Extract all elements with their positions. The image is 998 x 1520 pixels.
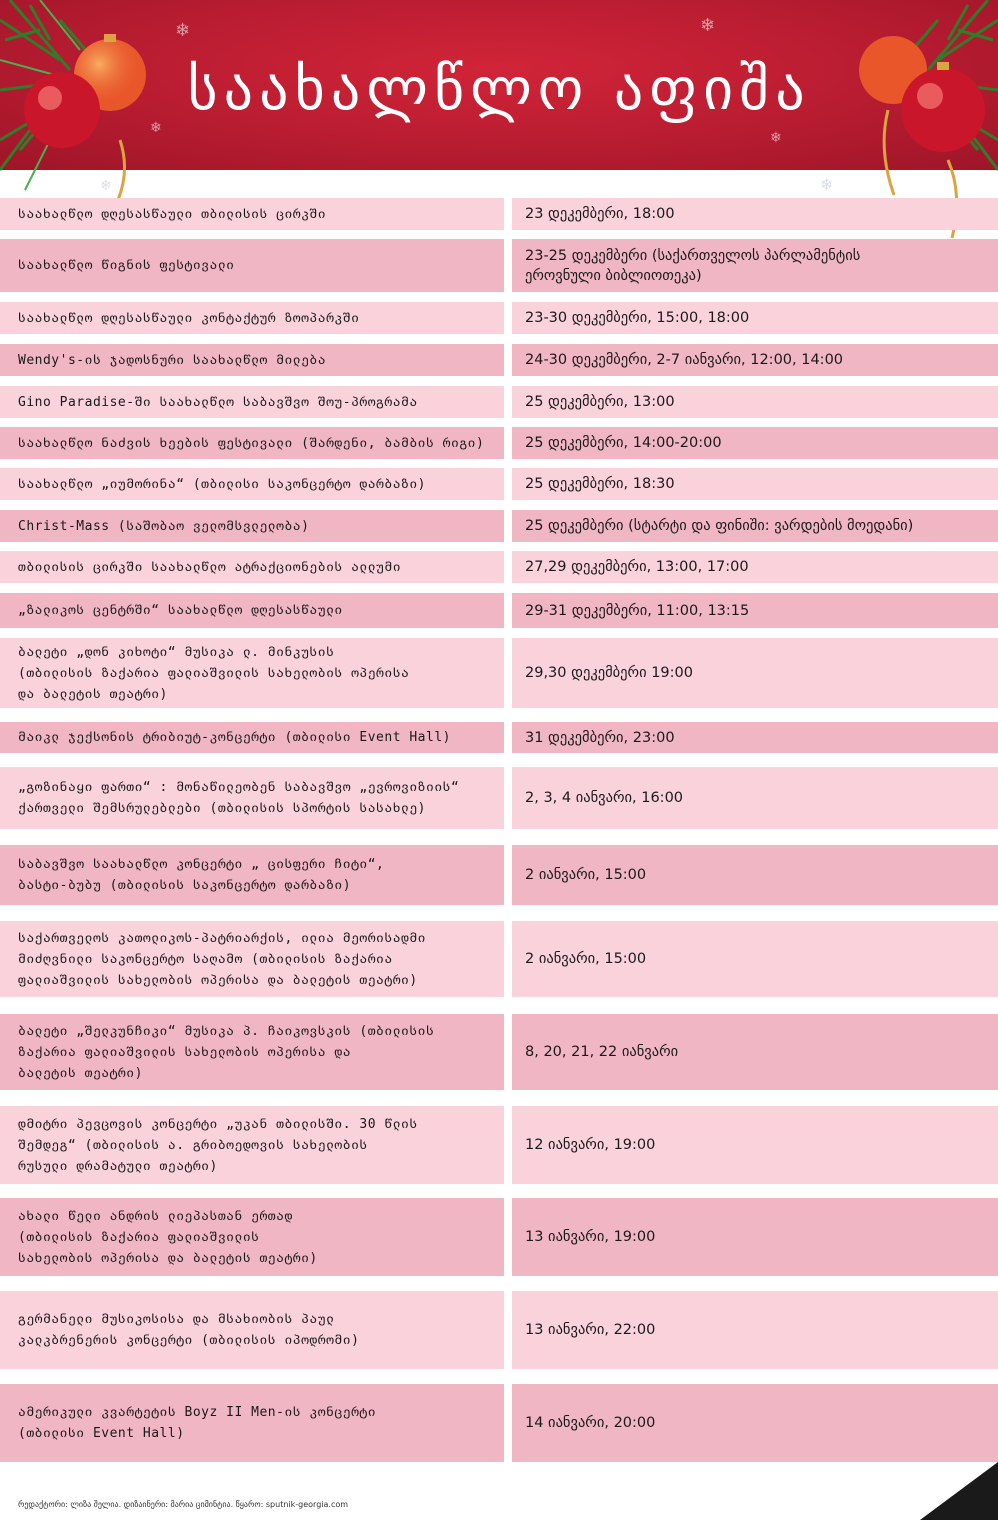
- event-name-cell: [0, 1384, 504, 1462]
- event-date: 23-25 დეკემბერი (საქართველოს პარლამენტის ეროვნული ბიბლიოთეკა): [525, 247, 861, 284]
- event-row: [0, 1384, 998, 1462]
- event-date-cell: [512, 921, 998, 997]
- event-row: [0, 1291, 998, 1369]
- event-name-cell: [0, 1106, 504, 1184]
- event-date-cell: [512, 722, 998, 753]
- event-name-cell: [0, 302, 504, 334]
- event-name-cell: [0, 551, 504, 583]
- event-row: [0, 551, 998, 583]
- event-date-cell: [512, 468, 998, 500]
- event-row: [0, 302, 998, 334]
- event-date-cell: [512, 638, 998, 708]
- event-name: „ზალიკოს ცენტრში“ საახალწლო დღესასწაული: [18, 603, 343, 618]
- event-name: გერმანელი მუსიკოსისა და მსახიობის პაულ კალკბრენერის კონცერტი (თბილისის იპოდრომი): [18, 1312, 360, 1348]
- event-name: საახალწლო ნაძვის ხეების ფესტივალი (შარდენი, ბამბის რიგი): [18, 435, 485, 451]
- event-name-cell: [0, 344, 504, 376]
- event-date: 25 დეკემბერი, 14:00-20:00: [525, 435, 722, 451]
- event-row: [0, 344, 998, 376]
- event-date-cell: [512, 767, 998, 829]
- event-row: [0, 845, 998, 905]
- event-row: [0, 1198, 998, 1276]
- snowflake-icon: ❄: [175, 20, 191, 41]
- event-name-cell: [0, 1291, 504, 1369]
- event-row: [0, 1014, 998, 1090]
- event-name-cell: [0, 1198, 504, 1276]
- event-row: [0, 1106, 998, 1184]
- event-name-cell: [0, 845, 504, 905]
- event-name: საბავშვო საახალწლო კონცერტი „ ცისფერი ჩიტი“, ბასტი-ბუბუ (თბილისის საკონცერტო დარბაზი): [18, 857, 385, 893]
- event-date: 23 დეკემბერი, 18:00: [525, 206, 675, 222]
- event-name: საახალწლო „იუმორინა“ (თბილისი საკონცერტო დარბაზი): [18, 476, 427, 492]
- snowflake-icon: ❄: [700, 15, 716, 36]
- event-name-cell: [0, 198, 504, 230]
- event-name: Gino Paradise-ში საახალწლო საბავშვო შოუ-პროგრამა: [18, 394, 418, 410]
- snowflake-icon: ❄: [820, 175, 834, 194]
- event-date: 8, 20, 21, 22 იანვარი: [525, 1044, 679, 1060]
- event-date-cell: [512, 1198, 998, 1276]
- event-name-cell: [0, 921, 504, 997]
- event-row: [0, 722, 998, 753]
- event-name: Christ-Mass (საშობაო ველომსვლელობა): [18, 518, 310, 534]
- event-name-cell: [0, 638, 504, 708]
- event-name: თბილისის ცირკში საახალწლო ატრაქციონების ალლუმი: [18, 559, 402, 575]
- event-name-cell: [0, 386, 504, 418]
- event-name-cell: [0, 722, 504, 753]
- event-date-cell: [512, 1384, 998, 1462]
- event-date-cell: [512, 302, 998, 334]
- event-date-cell: [512, 427, 998, 459]
- event-row: [0, 239, 998, 292]
- event-date: 13 იანვარი, 22:00: [525, 1322, 656, 1338]
- event-date: 25 დეკემბერი (სტარტი და ფინიში: ვარდების მოედანი): [525, 518, 914, 534]
- event-date-cell: [512, 1014, 998, 1090]
- sputnik-logo-text: SPUTNIK: [931, 1462, 980, 1499]
- event-date: 2, 3, 4 იანვარი, 16:00: [525, 790, 684, 806]
- event-date: 24-30 დეკემბერი, 2-7 იანვარი, 12:00, 14:00: [525, 352, 844, 368]
- snowflake-icon: ❄: [770, 130, 782, 146]
- event-name-cell: [0, 468, 504, 500]
- footer-credit: რედაქტორი: ლიზა შელია. დიზაინერი: მარია ციმინტია. წყარო: sputnik-georgia.com: [18, 1500, 349, 1509]
- event-date-cell: [512, 593, 998, 628]
- event-date: 25 დეკემბერი, 13:00: [525, 394, 675, 410]
- event-date: 29-31 დეკემბერი, 11:00, 13:15: [525, 602, 750, 619]
- event-date-cell: [512, 845, 998, 905]
- event-name: საახალწლო დღესასწაული კონტაქტურ ზოოპარკში: [18, 310, 360, 326]
- event-name-cell: [0, 239, 504, 292]
- event-date-cell: [512, 1106, 998, 1184]
- snowflake-icon: ❄: [100, 178, 112, 194]
- event-date-cell: [512, 239, 998, 292]
- event-name: მაიკლ ჯექსონის ტრიბიუტ-კონცერტი (თბილისი Event Hall): [18, 730, 451, 745]
- event-row: [0, 386, 998, 418]
- event-name: საახალწლო წიგნის ფესტივალი: [18, 258, 235, 273]
- event-row: [0, 638, 998, 708]
- event-row: [0, 921, 998, 997]
- event-name: საახალწლო დღესასწაული თბილისის ცირკში: [18, 206, 327, 222]
- event-date: 29,30 დეკემბერი 19:00: [525, 665, 693, 681]
- event-name: ბალეტი „შელკუნჩიკი“ მუსიკა პ. ჩაიკოვსკის (თბილისის ზაქარია ფალიაშვილის სახელობის ოპერისა და ბალეტის თეატრი): [18, 1023, 435, 1081]
- snowflake-icon: ❄: [150, 120, 162, 136]
- event-name: ბალეტი „დონ კიხოტი“ მუსიკა ლ. მინკუსის (თბილისის ზაქარია ფალიაშვილის სახელობის ოპერისა და ბალეტის თეატრი): [18, 644, 410, 702]
- event-row: [0, 767, 998, 829]
- event-date: 2 იანვარი, 15:00: [525, 951, 647, 967]
- event-date: 31 დეკემბერი, 23:00: [525, 729, 675, 746]
- event-date-cell: [512, 198, 998, 230]
- event-date-cell: [512, 386, 998, 418]
- page-title: საახალწლო აფიშა: [187, 55, 811, 123]
- event-name: ახალი წელი ანდრის ლიეპასთან ერთად (თბილისის ზაქარია ფალიაშვილის სახელობის ოპერისა და ბალეტის თეატრი): [18, 1208, 318, 1266]
- event-row: [0, 427, 998, 459]
- event-name: დმიტრი პევცოვის კონცერტი „უკან თბილისში. 30 წლის შემდეგ“ (თბილისის ა. გრიბოედოვის სახელობის რუსული დრამატული თეატრი): [18, 1116, 418, 1174]
- event-name-cell: [0, 510, 504, 542]
- event-name-cell: [0, 767, 504, 829]
- event-date: 23-30 დეკემბერი, 15:00, 18:00: [525, 310, 750, 326]
- event-date: 14 იანვარი, 20:00: [525, 1415, 656, 1431]
- event-date: 25 დეკემბერი, 18:30: [525, 476, 675, 492]
- event-name-cell: [0, 427, 504, 459]
- event-row: [0, 593, 998, 628]
- event-date-cell: [512, 510, 998, 542]
- event-date: 27,29 დეკემბერი, 13:00, 17:00: [525, 559, 749, 575]
- event-name-cell: [0, 1014, 504, 1090]
- event-date: 12 იანვარი, 19:00: [525, 1137, 656, 1153]
- event-name: ამერიკული კვარტეტის Boyz II Men-ის კონცერტი (თბილისი Event Hall): [18, 1405, 377, 1441]
- event-date-cell: [512, 551, 998, 583]
- event-row: [0, 198, 998, 230]
- event-name: „გოზინაყი ფართი“ : მონაწილეობენ საბავშვო „ევროვიზიის“ ქართველი შემსრულებლები (თბილისის სპორტის სასახლე): [18, 780, 460, 816]
- event-date-cell: [512, 344, 998, 376]
- event-name: Wendy's-ის ჯადოსნური საახალწლო მილება: [18, 352, 327, 368]
- event-name-cell: [0, 593, 504, 628]
- event-date: 13 იანვარი, 19:00: [525, 1229, 656, 1245]
- event-row: [0, 510, 998, 542]
- event-name: საქართველოს კათოლიკოს-პატრიარქის, ილია მეორისადმი მიძღვნილი საკონცერტო საღამო (თბილისის ზაქარია ფალიაშვილის სახელობის ოპერისა და ბალეტის თეატრი): [18, 930, 427, 988]
- event-date: 2 იანვარი, 15:00: [525, 867, 647, 883]
- event-date-cell: [512, 1291, 998, 1369]
- event-row: [0, 468, 998, 500]
